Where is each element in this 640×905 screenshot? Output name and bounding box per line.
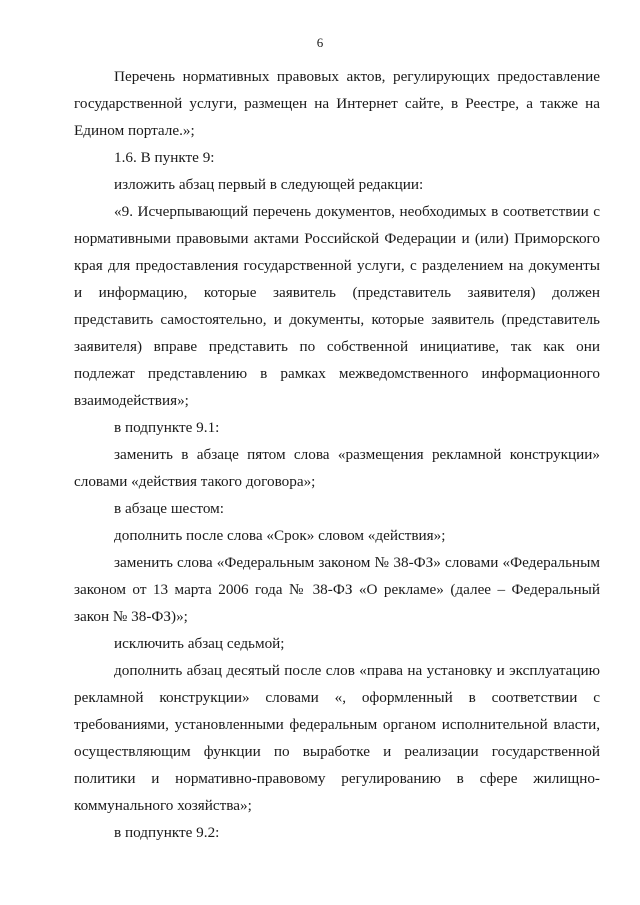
paragraph-replace-fifth: заменить в абзаце пятом слова «размещения рекламной конструкции» словами «действия такого договора»; (74, 446, 600, 490)
paragraph-item-9: «9. Исчерпывающий перечень документов, необходимых в соответствии с нормативными правовыми актами Российской Федерации и (или) Приморского края для предоставления государственной услуги, с разделением на документы и информацию, которые заявитель (представитель заявителя) должен представить самостоятельно, и документы, которые заявитель (представитель заявителя) вправе представить по собственной инициативе, так как они подлежат представлению в рамках межведомственного информационного взаимодействия»; (74, 203, 600, 409)
paragraph-subitem-9-1: в подпункте 9.1: (114, 419, 220, 436)
paragraph-item-1-6: 1.6. В пункте 9: (114, 149, 215, 166)
paragraph-add-srok: дополнить после слова «Срок» словом «действия»; (114, 527, 446, 544)
paragraph-sixth: в абзаце шестом: (114, 500, 224, 517)
paragraph-subitem-9-2: в подпункте 9.2: (114, 824, 220, 841)
paragraph-exclude-seventh: исключить абзац седьмой; (114, 635, 285, 652)
paragraph-add-tenth: дополнить абзац десятый после слов «права на установку и эксплуатацию рекламной конструкции» словами «, оформленный в соответствии с требованиями, установленными федеральным органом исполнительной власти, осуществляющим функции по выработке и реализации государственной политики и нормативно-правовому регулированию в сфере жилищно-коммунального хозяйства»; (74, 662, 600, 814)
paragraph-legal-acts-list: Перечень нормативных правовых актов, регулирующих предоставление государственной услуги, размещен на Интернет сайте, в Реестре, а также на Едином портале.»; (74, 68, 600, 139)
paragraph-replace-law: заменить слова «Федеральным законом № 38-ФЗ» словами «Федеральным законом от 13 марта 2006 года № 38-ФЗ «О рекламе» (далее – Федеральный закон № 38-ФЗ)»; (74, 554, 600, 625)
page-number: 6 (316, 35, 324, 50)
document-body (74, 63, 600, 846)
paragraph-new-wording: изложить абзац первый в следующей редакции: (114, 176, 424, 193)
